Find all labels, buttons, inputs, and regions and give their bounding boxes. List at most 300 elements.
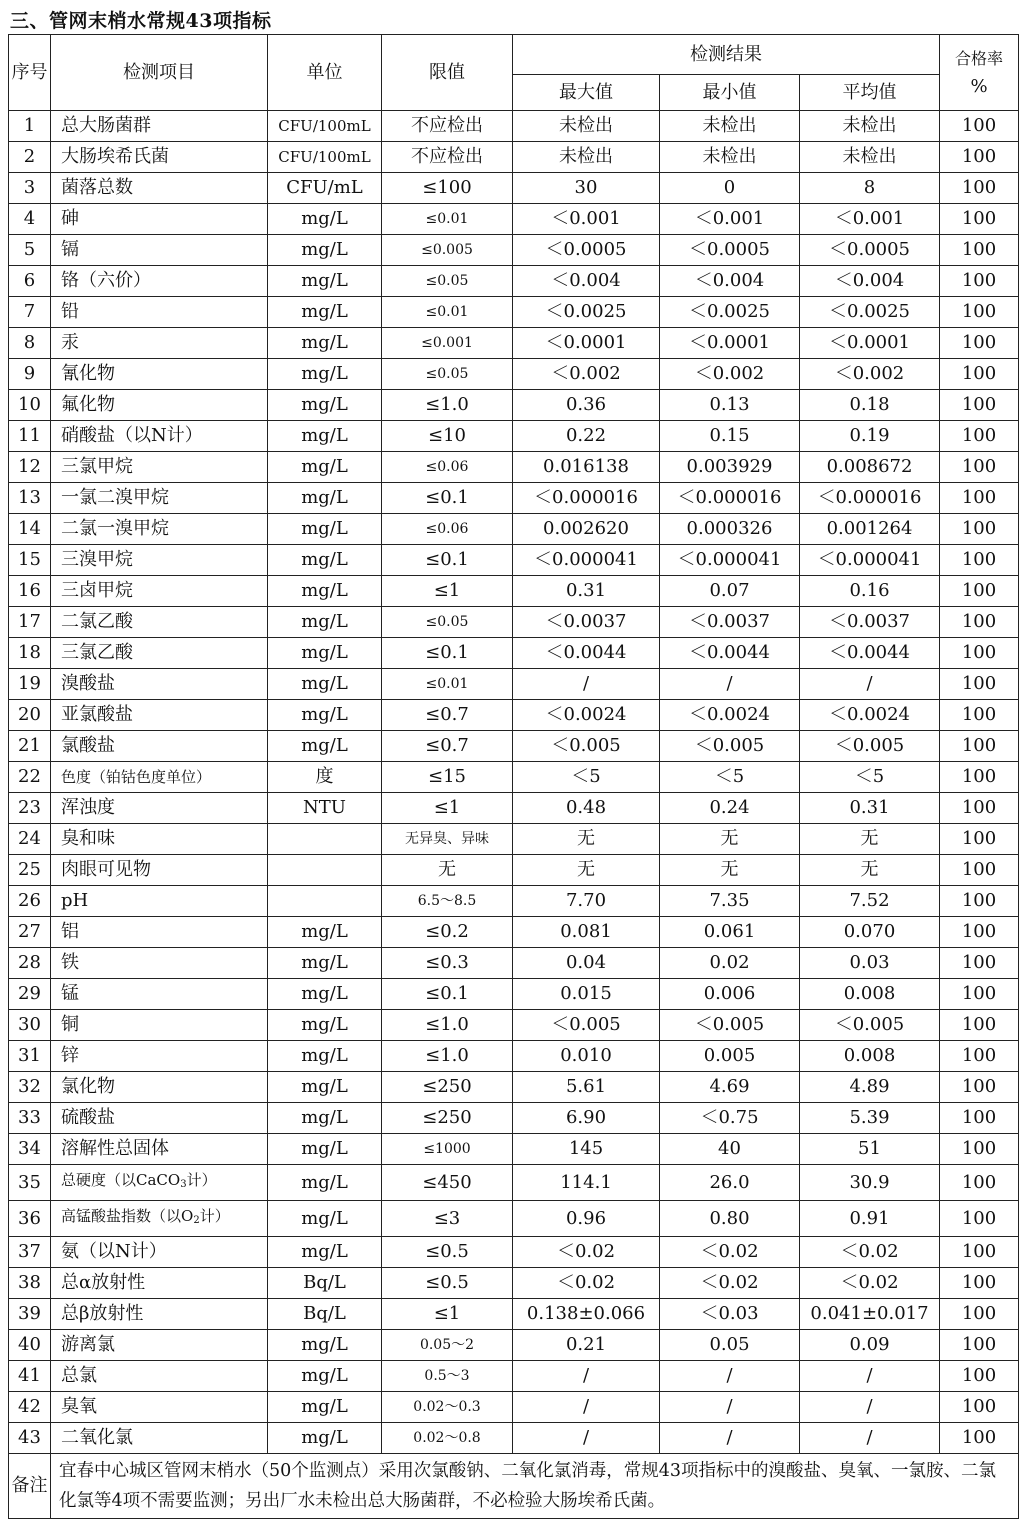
row-max: 0.138±0.066 — [513, 1299, 660, 1330]
table-row — [9, 545, 1019, 576]
row-seq: 31 — [9, 1041, 51, 1072]
row-pass-rate: 100 — [940, 638, 1019, 669]
row-avg: 0.001264 — [800, 514, 940, 545]
row-max: 0.36 — [513, 390, 660, 421]
row-min: 0.15 — [660, 421, 800, 452]
row-item: 二氧化氯 — [51, 1423, 268, 1454]
row-item: 色度（铂钴色度单位） — [51, 762, 268, 793]
row-avg: ＜0.002 — [800, 359, 940, 390]
row-seq: 22 — [9, 762, 51, 793]
row-avg: ＜0.0025 — [800, 297, 940, 328]
row-pass-rate: 100 — [940, 545, 1019, 576]
row-max: 0.010 — [513, 1041, 660, 1072]
row-avg: 0.008 — [800, 1041, 940, 1072]
row-limit: ≤3 — [382, 1201, 513, 1237]
row-max: 0.002620 — [513, 514, 660, 545]
row-seq: 24 — [9, 824, 51, 855]
row-avg: 无 — [800, 855, 940, 886]
row-pass-rate: 100 — [940, 979, 1019, 1010]
row-pass-rate: 100 — [940, 235, 1019, 266]
row-max: 无 — [513, 824, 660, 855]
row-unit: mg/L — [268, 1330, 382, 1361]
table-row — [9, 452, 1019, 483]
table-row — [9, 824, 1019, 855]
row-limit: ≤0.1 — [382, 979, 513, 1010]
row-avg: ＜0.004 — [800, 266, 940, 297]
row-min: / — [660, 1392, 800, 1423]
row-item: 硫酸盐 — [51, 1103, 268, 1134]
table-row — [9, 328, 1019, 359]
row-min: 7.35 — [660, 886, 800, 917]
table-row — [9, 886, 1019, 917]
row-pass-rate: 100 — [940, 1165, 1019, 1201]
row-max: / — [513, 1423, 660, 1454]
row-seq: 40 — [9, 1330, 51, 1361]
header-max: 最大值 — [513, 75, 660, 111]
row-avg: 未检出 — [800, 111, 940, 142]
row-pass-rate: 100 — [940, 1072, 1019, 1103]
row-seq: 39 — [9, 1299, 51, 1330]
row-avg: ＜5 — [800, 762, 940, 793]
row-avg: 0.09 — [800, 1330, 940, 1361]
row-item: 氟化物 — [51, 390, 268, 421]
row-unit: mg/L — [268, 1361, 382, 1392]
row-limit: ≤0.005 — [382, 235, 513, 266]
row-seq: 11 — [9, 421, 51, 452]
row-item: 二氯一溴甲烷 — [51, 514, 268, 545]
row-seq: 36 — [9, 1201, 51, 1237]
row-pass-rate: 100 — [940, 1299, 1019, 1330]
row-seq: 16 — [9, 576, 51, 607]
row-unit: CFU/100mL — [268, 111, 382, 142]
row-max: 无 — [513, 855, 660, 886]
row-seq: 29 — [9, 979, 51, 1010]
row-max: / — [513, 669, 660, 700]
row-seq: 38 — [9, 1268, 51, 1299]
row-pass-rate: 100 — [940, 1423, 1019, 1454]
row-limit: ≤15 — [382, 762, 513, 793]
row-item: 溴酸盐 — [51, 669, 268, 700]
row-seq: 1 — [9, 111, 51, 142]
table-row — [9, 1237, 1019, 1268]
row-max: ＜0.0001 — [513, 328, 660, 359]
row-item: 总β放射性 — [51, 1299, 268, 1330]
row-limit: ≤100 — [382, 173, 513, 204]
row-pass-rate: 100 — [940, 514, 1019, 545]
row-seq: 25 — [9, 855, 51, 886]
row-min: 无 — [660, 824, 800, 855]
row-max: ＜0.005 — [513, 731, 660, 762]
row-max: ＜0.001 — [513, 204, 660, 235]
row-max: 0.96 — [513, 1201, 660, 1237]
row-item: 一氯二溴甲烷 — [51, 483, 268, 514]
table-row — [9, 204, 1019, 235]
row-item: 锰 — [51, 979, 268, 1010]
table-body — [9, 111, 1019, 1454]
row-seq: 9 — [9, 359, 51, 390]
row-item: 铜 — [51, 1010, 268, 1041]
row-avg: ＜0.0037 — [800, 607, 940, 638]
row-seq: 8 — [9, 328, 51, 359]
row-max: 30 — [513, 173, 660, 204]
row-avg: 未检出 — [800, 142, 940, 173]
row-limit: ≤0.06 — [382, 452, 513, 483]
row-limit: ≤1.0 — [382, 1010, 513, 1041]
row-pass-rate: 100 — [940, 1041, 1019, 1072]
row-item: 菌落总数 — [51, 173, 268, 204]
table-row — [9, 1010, 1019, 1041]
row-item: 三卤甲烷 — [51, 576, 268, 607]
row-unit: mg/L — [268, 948, 382, 979]
row-item: 总α放射性 — [51, 1268, 268, 1299]
row-min: ＜0.002 — [660, 359, 800, 390]
row-min: / — [660, 669, 800, 700]
row-max: 0.22 — [513, 421, 660, 452]
row-pass-rate: 100 — [940, 886, 1019, 917]
row-avg: / — [800, 1423, 940, 1454]
row-limit: ≤10 — [382, 421, 513, 452]
row-seq: 12 — [9, 452, 51, 483]
row-seq: 6 — [9, 266, 51, 297]
row-item: 铝 — [51, 917, 268, 948]
row-min: 4.69 — [660, 1072, 800, 1103]
row-min: 26.0 — [660, 1165, 800, 1201]
row-max: ＜0.0025 — [513, 297, 660, 328]
row-avg: ＜0.0005 — [800, 235, 940, 266]
row-pass-rate: 100 — [940, 111, 1019, 142]
row-seq: 21 — [9, 731, 51, 762]
row-seq: 14 — [9, 514, 51, 545]
row-item: 铬（六价） — [51, 266, 268, 297]
row-limit: ≤0.01 — [382, 204, 513, 235]
row-item: 三氯甲烷 — [51, 452, 268, 483]
table-row — [9, 1423, 1019, 1454]
row-pass-rate: 100 — [940, 948, 1019, 979]
row-min: 0.006 — [660, 979, 800, 1010]
row-pass-rate: 100 — [940, 607, 1019, 638]
row-pass-rate: 100 — [940, 1361, 1019, 1392]
row-avg: ＜0.005 — [800, 1010, 940, 1041]
row-item: 总大肠菌群 — [51, 111, 268, 142]
row-max: 5.61 — [513, 1072, 660, 1103]
indicator-table — [8, 34, 1019, 1519]
row-avg: 7.52 — [800, 886, 940, 917]
header-limit: 限值 — [382, 35, 513, 111]
row-max: 未检出 — [513, 111, 660, 142]
table-row — [9, 793, 1019, 824]
row-limit: ≤0.06 — [382, 514, 513, 545]
table-row — [9, 173, 1019, 204]
row-unit: mg/L — [268, 700, 382, 731]
row-pass-rate: 100 — [940, 1392, 1019, 1423]
row-item: 镉 — [51, 235, 268, 266]
row-unit — [268, 824, 382, 855]
row-avg: ＜0.02 — [800, 1237, 940, 1268]
row-unit: mg/L — [268, 545, 382, 576]
row-max: / — [513, 1392, 660, 1423]
row-pass-rate: 100 — [940, 359, 1019, 390]
row-seq: 33 — [9, 1103, 51, 1134]
row-unit: mg/L — [268, 204, 382, 235]
row-max: 7.70 — [513, 886, 660, 917]
row-unit: mg/L — [268, 514, 382, 545]
row-limit: ≤250 — [382, 1072, 513, 1103]
row-avg: 0.03 — [800, 948, 940, 979]
row-pass-rate: 100 — [940, 1330, 1019, 1361]
row-max: ＜0.02 — [513, 1237, 660, 1268]
row-pass-rate: 100 — [940, 1237, 1019, 1268]
row-avg: 51 — [800, 1134, 940, 1165]
row-max: ＜0.0005 — [513, 235, 660, 266]
table-row — [9, 483, 1019, 514]
row-min: / — [660, 1361, 800, 1392]
row-avg: / — [800, 1361, 940, 1392]
row-limit: ≤450 — [382, 1165, 513, 1201]
row-avg: ＜0.005 — [800, 731, 940, 762]
row-limit: ≤1 — [382, 1299, 513, 1330]
header-seq: 序号 — [9, 35, 51, 111]
table-row — [9, 1134, 1019, 1165]
header-pass-rate — [940, 35, 1019, 111]
table-row — [9, 700, 1019, 731]
row-avg: 4.89 — [800, 1072, 940, 1103]
row-limit: ≤0.7 — [382, 731, 513, 762]
row-min: ＜0.0037 — [660, 607, 800, 638]
row-limit: ≤1.0 — [382, 390, 513, 421]
row-limit: 0.05～2 — [382, 1330, 513, 1361]
row-seq: 43 — [9, 1423, 51, 1454]
table-row — [9, 855, 1019, 886]
row-pass-rate: 100 — [940, 576, 1019, 607]
table-row — [9, 359, 1019, 390]
table-row — [9, 1201, 1019, 1237]
row-unit: mg/L — [268, 297, 382, 328]
table-row — [9, 669, 1019, 700]
row-limit: ≤250 — [382, 1103, 513, 1134]
row-item: 三溴甲烷 — [51, 545, 268, 576]
row-seq: 26 — [9, 886, 51, 917]
row-pass-rate: 100 — [940, 793, 1019, 824]
row-item: 溶解性总固体 — [51, 1134, 268, 1165]
row-pass-rate: 100 — [940, 483, 1019, 514]
row-unit: mg/L — [268, 1423, 382, 1454]
row-unit: mg/L — [268, 1134, 382, 1165]
row-avg: ＜0.000041 — [800, 545, 940, 576]
row-max: ＜0.004 — [513, 266, 660, 297]
row-avg: ＜0.0001 — [800, 328, 940, 359]
row-min: 0.24 — [660, 793, 800, 824]
row-avg: ＜0.0024 — [800, 700, 940, 731]
row-min: ＜0.03 — [660, 1299, 800, 1330]
row-seq: 41 — [9, 1361, 51, 1392]
row-unit: Bq/L — [268, 1268, 382, 1299]
row-unit: NTU — [268, 793, 382, 824]
row-item: 氰化物 — [51, 359, 268, 390]
row-unit: CFU/mL — [268, 173, 382, 204]
row-item: 硝酸盐（以N计） — [51, 421, 268, 452]
row-min: ＜0.02 — [660, 1237, 800, 1268]
row-avg: 0.070 — [800, 917, 940, 948]
row-item: pH — [51, 886, 268, 917]
row-min: ＜5 — [660, 762, 800, 793]
row-unit: CFU/100mL — [268, 142, 382, 173]
row-min: 0.07 — [660, 576, 800, 607]
row-unit: mg/L — [268, 1041, 382, 1072]
row-seq: 18 — [9, 638, 51, 669]
row-item: 亚氯酸盐 — [51, 700, 268, 731]
row-avg: ＜0.02 — [800, 1268, 940, 1299]
table-row — [9, 979, 1019, 1010]
row-seq: 20 — [9, 700, 51, 731]
row-item: 臭和味 — [51, 824, 268, 855]
row-limit: 0.5～3 — [382, 1361, 513, 1392]
table-row — [9, 390, 1019, 421]
table-row — [9, 917, 1019, 948]
table-row — [9, 1299, 1019, 1330]
row-unit: mg/L — [268, 390, 382, 421]
row-unit: mg/L — [268, 669, 382, 700]
row-pass-rate: 100 — [940, 1201, 1019, 1237]
row-unit: mg/L — [268, 421, 382, 452]
row-item: 游离氯 — [51, 1330, 268, 1361]
row-pass-rate: 100 — [940, 762, 1019, 793]
row-limit: 不应检出 — [382, 111, 513, 142]
row-max: 114.1 — [513, 1165, 660, 1201]
row-unit: mg/L — [268, 1237, 382, 1268]
row-seq: 3 — [9, 173, 51, 204]
row-unit: mg/L — [268, 1201, 382, 1237]
table-row — [9, 1361, 1019, 1392]
note-label: 备注 — [9, 1454, 51, 1519]
row-item: 高锰酸盐指数（以$O_2$计） — [51, 1201, 268, 1237]
row-limit: ≤0.01 — [382, 297, 513, 328]
row-seq: 34 — [9, 1134, 51, 1165]
row-pass-rate: 100 — [940, 297, 1019, 328]
header-pass-rate-label: 合格率 — [955, 48, 1004, 68]
row-item: 总硬度（以CaCO$_3$计） — [51, 1165, 268, 1201]
table-row — [9, 1165, 1019, 1201]
row-min: 0 — [660, 173, 800, 204]
row-unit: mg/L — [268, 576, 382, 607]
row-item: 总氯 — [51, 1361, 268, 1392]
row-item: 汞 — [51, 328, 268, 359]
row-max: 0.04 — [513, 948, 660, 979]
row-avg: 0.18 — [800, 390, 940, 421]
row-avg: 0.31 — [800, 793, 940, 824]
row-avg: 0.19 — [800, 421, 940, 452]
row-min: ＜0.0025 — [660, 297, 800, 328]
header-results: 检测结果 — [513, 35, 940, 75]
row-avg: 0.008 — [800, 979, 940, 1010]
table-row — [9, 266, 1019, 297]
row-max: 0.21 — [513, 1330, 660, 1361]
row-unit: mg/L — [268, 979, 382, 1010]
table-row — [9, 1041, 1019, 1072]
row-avg: / — [800, 1392, 940, 1423]
row-min: ＜0.001 — [660, 204, 800, 235]
row-min: 无 — [660, 855, 800, 886]
header-unit: 单位 — [268, 35, 382, 111]
row-limit: 0.02～0.8 — [382, 1423, 513, 1454]
row-seq: 7 — [9, 297, 51, 328]
row-min: ＜0.000041 — [660, 545, 800, 576]
row-seq: 28 — [9, 948, 51, 979]
row-unit: mg/L — [268, 607, 382, 638]
row-pass-rate: 100 — [940, 266, 1019, 297]
row-max: 0.081 — [513, 917, 660, 948]
row-max: ＜0.0037 — [513, 607, 660, 638]
row-limit: 6.5～8.5 — [382, 886, 513, 917]
row-min: 0.80 — [660, 1201, 800, 1237]
row-avg: 0.91 — [800, 1201, 940, 1237]
row-pass-rate: 100 — [940, 421, 1019, 452]
row-min: 40 — [660, 1134, 800, 1165]
row-limit: ≤0.2 — [382, 917, 513, 948]
row-pass-rate: 100 — [940, 917, 1019, 948]
row-min: ＜0.0044 — [660, 638, 800, 669]
row-min: 未检出 — [660, 142, 800, 173]
row-max: ＜0.000016 — [513, 483, 660, 514]
row-item: 臭氧 — [51, 1392, 268, 1423]
row-limit: ≤0.3 — [382, 948, 513, 979]
row-limit: ≤0.01 — [382, 669, 513, 700]
row-limit: ≤0.1 — [382, 545, 513, 576]
row-unit: mg/L — [268, 483, 382, 514]
row-item: 大肠埃希氏菌 — [51, 142, 268, 173]
table-row — [9, 607, 1019, 638]
row-limit: ≤0.7 — [382, 700, 513, 731]
row-limit: ≤0.1 — [382, 483, 513, 514]
row-limit: 无异臭、异味 — [382, 824, 513, 855]
row-min: ＜0.0005 — [660, 235, 800, 266]
row-item: 锌 — [51, 1041, 268, 1072]
row-avg: 8 — [800, 173, 940, 204]
row-min: 0.061 — [660, 917, 800, 948]
row-seq: 10 — [9, 390, 51, 421]
row-avg: ＜0.0044 — [800, 638, 940, 669]
row-min: / — [660, 1423, 800, 1454]
row-unit: mg/L — [268, 1392, 382, 1423]
row-min: ＜0.004 — [660, 266, 800, 297]
row-limit: 0.02～0.3 — [382, 1392, 513, 1423]
row-min: 0.000326 — [660, 514, 800, 545]
row-avg: 0.008672 — [800, 452, 940, 483]
table-row — [9, 142, 1019, 173]
row-pass-rate: 100 — [940, 204, 1019, 235]
row-pass-rate: 100 — [940, 669, 1019, 700]
row-unit: Bq/L — [268, 1299, 382, 1330]
row-limit: ≤0.05 — [382, 359, 513, 390]
row-unit: mg/L — [268, 1165, 382, 1201]
row-item: 氨（以N计） — [51, 1237, 268, 1268]
row-min: 0.02 — [660, 948, 800, 979]
row-avg: 0.041±0.017 — [800, 1299, 940, 1330]
table-row — [9, 638, 1019, 669]
table-row — [9, 576, 1019, 607]
row-avg: 5.39 — [800, 1103, 940, 1134]
row-item: 三氯乙酸 — [51, 638, 268, 669]
table-row — [9, 762, 1019, 793]
row-max: 0.015 — [513, 979, 660, 1010]
row-min: ＜0.0001 — [660, 328, 800, 359]
row-limit: ≤0.001 — [382, 328, 513, 359]
row-pass-rate: 100 — [940, 1010, 1019, 1041]
row-seq: 17 — [9, 607, 51, 638]
row-limit: ≤1.0 — [382, 1041, 513, 1072]
row-max: ＜0.000041 — [513, 545, 660, 576]
row-seq: 2 — [9, 142, 51, 173]
row-max: 0.016138 — [513, 452, 660, 483]
